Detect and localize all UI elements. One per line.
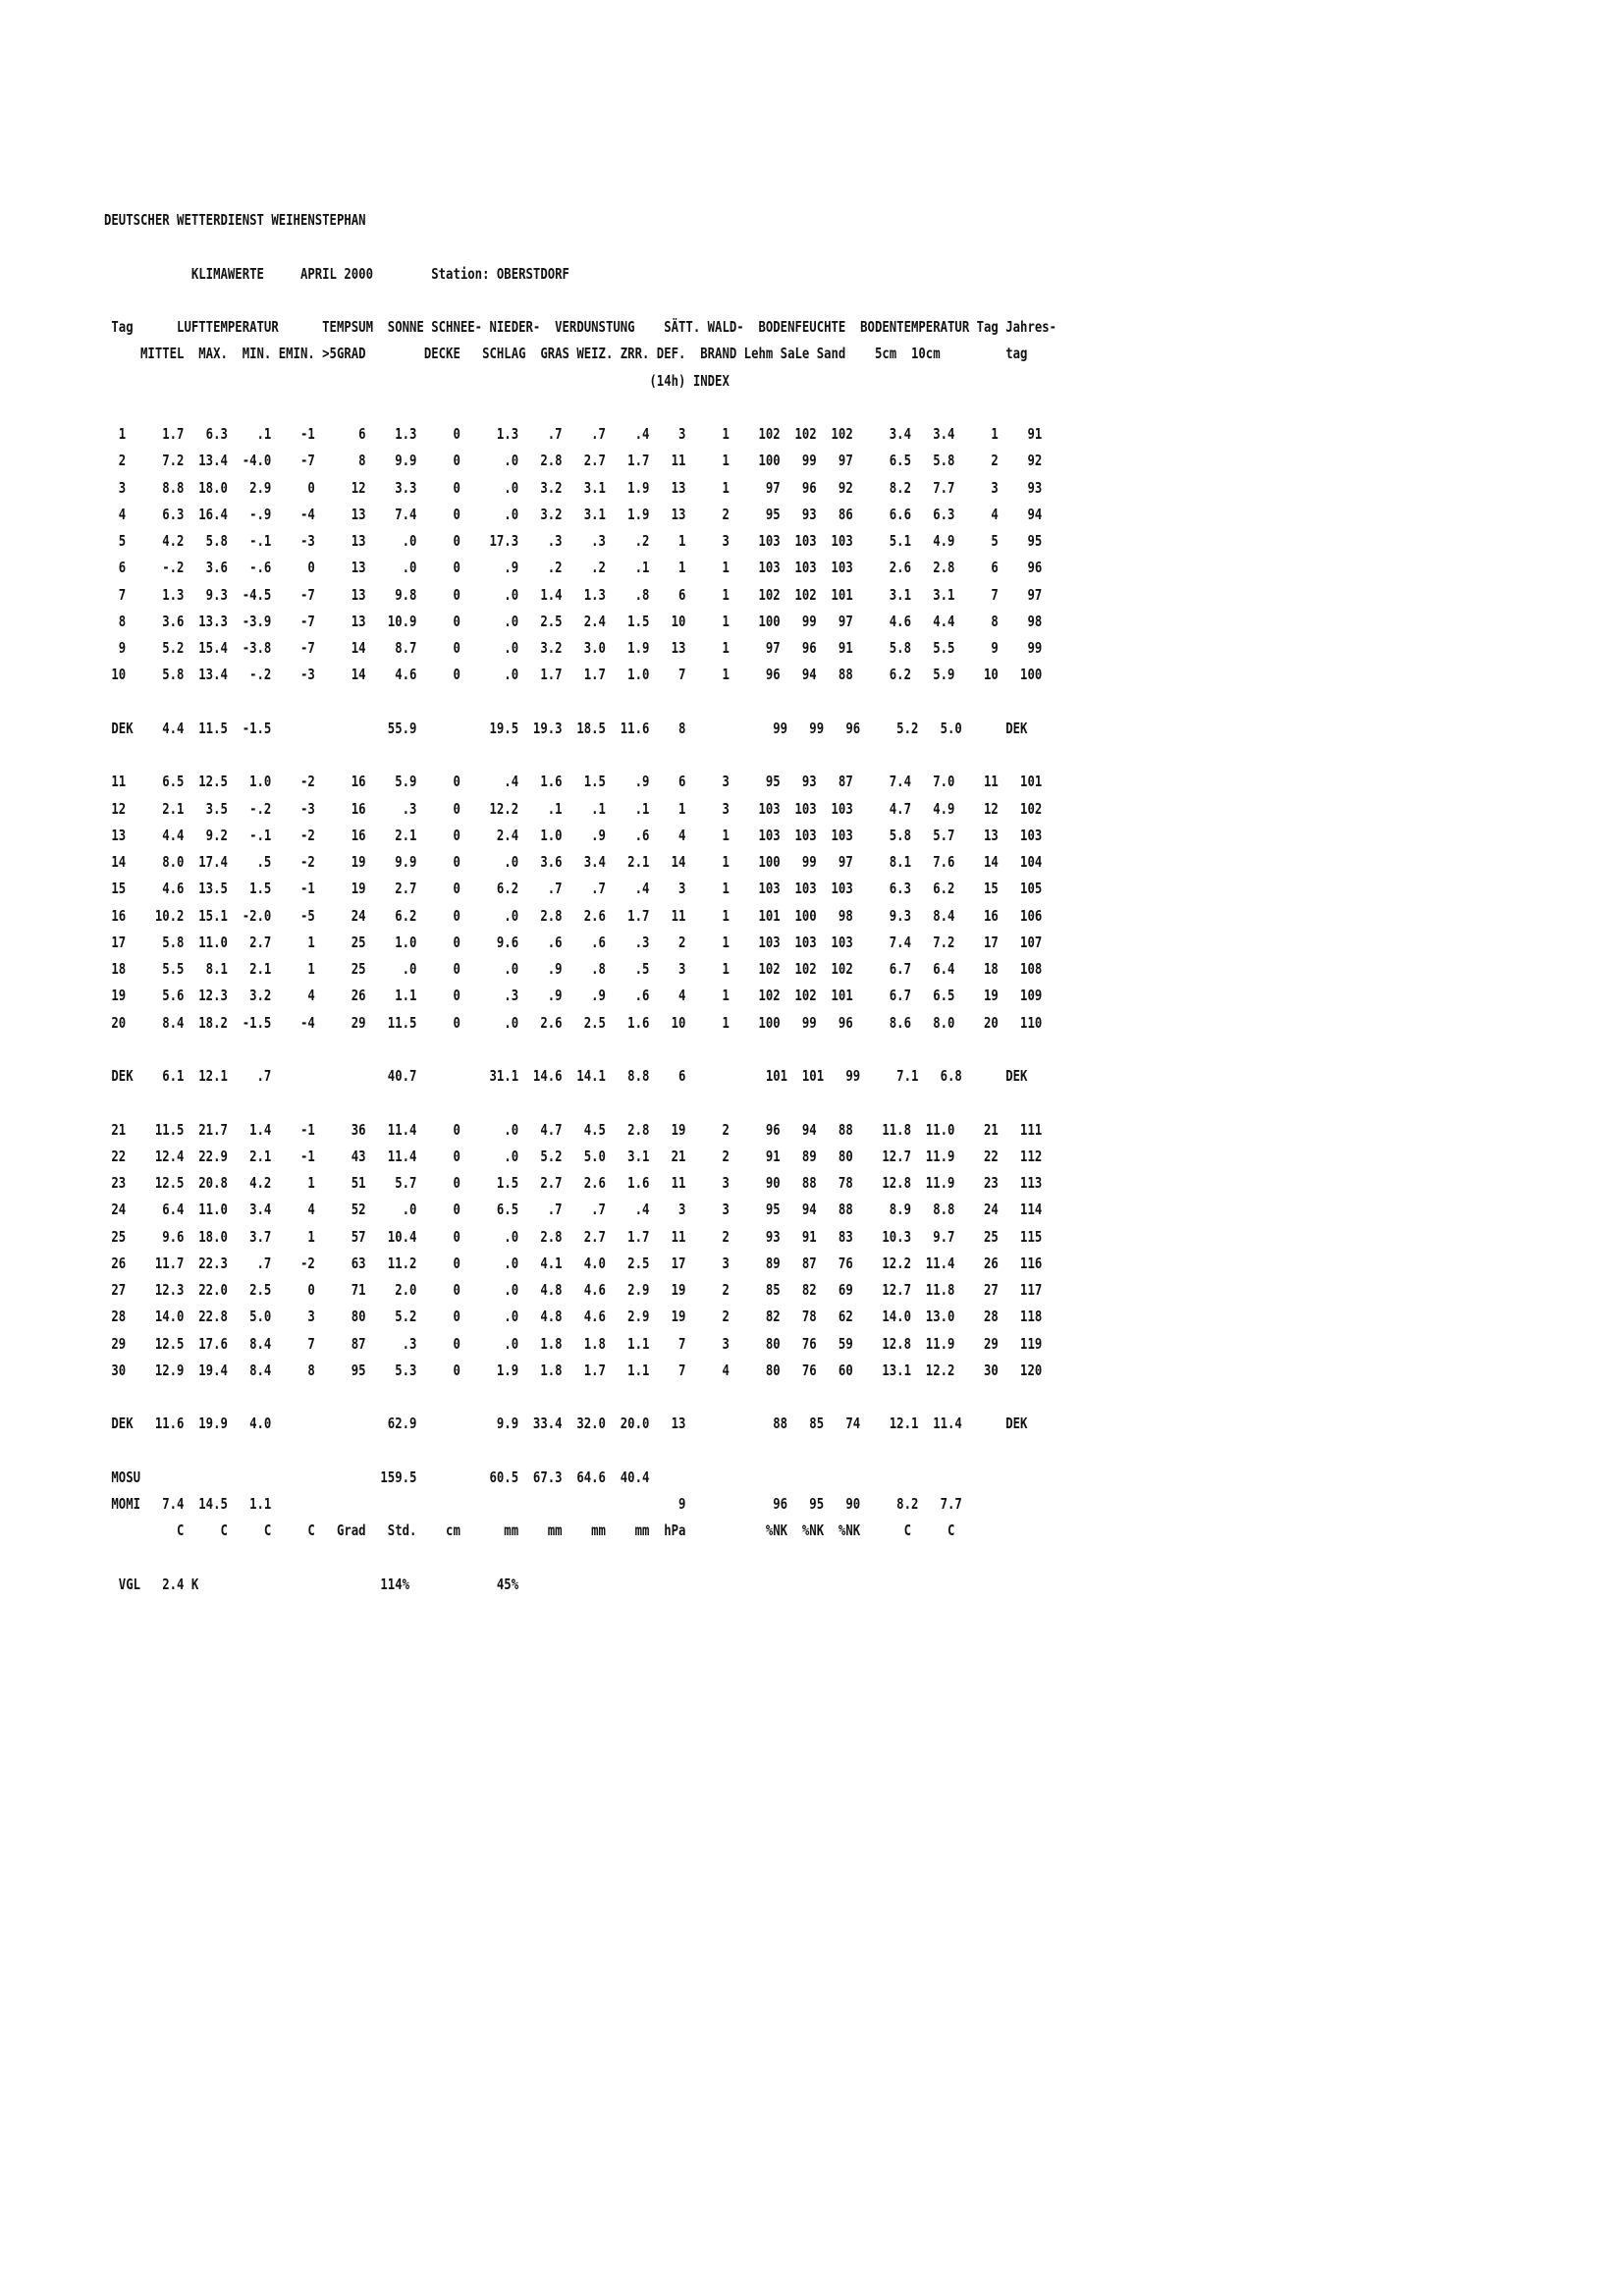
report-line: KLIMAWERTE APRIL 2000 Station: OBERSTDORF	[104, 264, 569, 283]
report-line: DEUTSCHER WETTERDIENST WEIHENSTEPHAN	[104, 211, 366, 229]
report-line: 1 1.7 6.3 .1 -1 6 1.3 0 1.3 .7 .7 .4 3 1 102 102 102 3.4 3.4 1 91	[104, 425, 1043, 443]
report-line: 30 12.9 19.4 8.4 8 95 5.3 0 1.9 1.8 1.7 1.1 7 4 80 76 60 13.1 12.2 30 120	[104, 1361, 1043, 1379]
report-line: 27 12.3 22.0 2.5 0 71 2.0 0 .0 4.8 4.6 2.9 19 2 85 82 69 12.7 11.8 27 117	[104, 1281, 1043, 1299]
report-line: MOSU 159.5 60.5 67.3 64.6 40.4	[104, 1468, 650, 1486]
report-line: 23 12.5 20.8 4.2 1 51 5.7 0 1.5 2.7 2.6 1.6 11 3 90 88 78 12.8 11.9 23 113	[104, 1174, 1043, 1192]
report-line: 5 4.2 5.8 -.1 -3 13 .0 0 17.3 .3 .3 .2 1 3 103 103 103 5.1 4.9 5 95	[104, 532, 1043, 550]
report-line: 21 11.5 21.7 1.4 -1 36 11.4 0 .0 4.7 4.5 2.8 19 2 96 94 88 11.8 11.0 21 111	[104, 1120, 1043, 1139]
report-line: 10 5.8 13.4 -.2 -3 14 4.6 0 .0 1.7 1.7 1.0 7 1 96 94 88 6.2 5.9 10 100	[104, 666, 1043, 684]
report-line: 28 14.0 22.8 5.0 3 80 5.2 0 .0 4.8 4.6 2.9 19 2 82 78 62 14.0 13.0 28 118	[104, 1308, 1043, 1326]
report-line: 7 1.3 9.3 -4.5 -7 13 9.8 0 .0 1.4 1.3 .8 6 1 102 102 101 3.1 3.1 7 97	[104, 585, 1043, 604]
report-line: DEK 11.6 19.9 4.0 62.9 9.9 33.4 32.0 20.0 13 88 85 74 12.1 11.4 DEK	[104, 1415, 1028, 1433]
report-line: 3 8.8 18.0 2.9 0 12 3.3 0 .0 3.2 3.1 1.9 13 1 97 96 92 8.2 7.7 3 93	[104, 478, 1043, 497]
report-line: 22 12.4 22.9 2.1 -1 43 11.4 0 .0 5.2 5.0 3.1 21 2 91 89 80 12.7 11.9 22 112	[104, 1147, 1043, 1165]
report-line: 2 7.2 13.4 -4.0 -7 8 9.9 0 .0 2.8 2.7 1.7 11 1 100 99 97 6.5 5.8 2 92	[104, 452, 1043, 470]
report-line: 11 6.5 12.5 1.0 -2 16 5.9 0 .4 1.6 1.5 .9 6 3 95 93 87 7.4 7.0 11 101	[104, 773, 1043, 791]
report-line: 16 10.2 15.1 -2.0 -5 24 6.2 0 .0 2.8 2.6 1.7 11 1 101 100 98 9.3 8.4 16 106	[104, 906, 1043, 925]
report-line: 14 8.0 17.4 .5 -2 19 9.9 0 .0 3.6 3.4 2.1 14 1 100 99 97 8.1 7.6 14 104	[104, 853, 1043, 871]
report-line: 13 4.4 9.2 -.1 -2 16 2.1 0 2.4 1.0 .9 .6 4 1 103 103 103 5.8 5.7 13 103	[104, 826, 1043, 844]
report-line: Tag LUFTTEMPERATUR TEMPSUM SONNE SCHNEE- NIEDER- VERDUNSTUNG SÄTT. WALD- BODENFEUCHTE BODENTEMPERATUR Tag Jahres-	[104, 318, 1057, 336]
report-line: 6 -.2 3.6 -.6 0 13 .0 0 .9 .2 .2 .1 1 1 103 103 103 2.6 2.8 6 96	[104, 559, 1043, 577]
report-line: MOMI 7.4 14.5 1.1 9 96 95 90 8.2 7.7	[104, 1495, 962, 1513]
report-line: C C C C Grad Std. cm mm mm mm mm hPa %NK %NK %NK C C	[104, 1522, 955, 1540]
report-line: DEK 4.4 11.5 -1.5 55.9 19.5 19.3 18.5 11.6 8 99 99 96 5.2 5.0 DEK	[104, 719, 1028, 737]
report-line: 18 5.5 8.1 2.1 1 25 .0 0 .0 .9 .8 .5 3 1 102 102 102 6.7 6.4 18 108	[104, 960, 1043, 978]
report-line: 9 5.2 15.4 -3.8 -7 14 8.7 0 .0 3.2 3.0 1.9 13 1 97 96 91 5.8 5.5 9 99	[104, 639, 1043, 657]
report-line: 19 5.6 12.3 3.2 4 26 1.1 0 .3 .9 .9 .6 4 1 102 102 101 6.7 6.5 19 109	[104, 987, 1043, 1005]
report-line: 25 9.6 18.0 3.7 1 57 10.4 0 .0 2.8 2.7 1.7 11 2 93 91 83 10.3 9.7 25 115	[104, 1227, 1043, 1246]
report-line: 29 12.5 17.6 8.4 7 87 .3 0 .0 1.8 1.8 1.1 7 3 80 76 59 12.8 11.9 29 119	[104, 1334, 1043, 1353]
report-line: VGL 2.4 K 114% 45%	[104, 1575, 519, 1593]
report-line: MITTEL MAX. MIN. EMIN. >5GRAD DECKE SCHLAG GRAS WEIZ. ZRR. DEF. BRAND Lehm SaLe Sand 5cm 10cm tag	[104, 345, 1028, 363]
report-line: 12 2.1 3.5 -.2 -3 16 .3 0 12.2 .1 .1 .1 1 3 103 103 103 4.7 4.9 12 102	[104, 799, 1043, 818]
report-line: (14h) INDEX	[104, 371, 730, 390]
report-line: 20 8.4 18.2 -1.5 -4 29 11.5 0 .0 2.6 2.5 1.6 10 1 100 99 96 8.6 8.0 20 110	[104, 1013, 1043, 1032]
report-line: 24 6.4 11.0 3.4 4 52 .0 0 6.5 .7 .7 .4 3 3 95 94 88 8.9 8.8 24 114	[104, 1201, 1043, 1219]
report-line: 8 3.6 13.3 -3.9 -7 13 10.9 0 .0 2.5 2.4 1.5 10 1 100 99 97 4.6 4.4 8 98	[104, 612, 1043, 630]
report-line: 26 11.7 22.3 .7 -2 63 11.2 0 .0 4.1 4.0 2.5 17 3 89 87 76 12.2 11.4 26 116	[104, 1254, 1043, 1272]
report-line: 4 6.3 16.4 -.9 -4 13 7.4 0 .0 3.2 3.1 1.9 13 2 95 93 86 6.6 6.3 4 94	[104, 505, 1043, 523]
report-line: 15 4.6 13.5 1.5 -1 19 2.7 0 6.2 .7 .7 .4 3 1 103 103 103 6.3 6.2 15 105	[104, 880, 1043, 898]
report-line: DEK 6.1 12.1 .7 40.7 31.1 14.6 14.1 8.8 6 101 101 99 7.1 6.8 DEK	[104, 1067, 1028, 1085]
report-line: 17 5.8 11.0 2.7 1 25 1.0 0 9.6 .6 .6 .3 2 1 103 103 103 7.4 7.2 17 107	[104, 933, 1043, 951]
